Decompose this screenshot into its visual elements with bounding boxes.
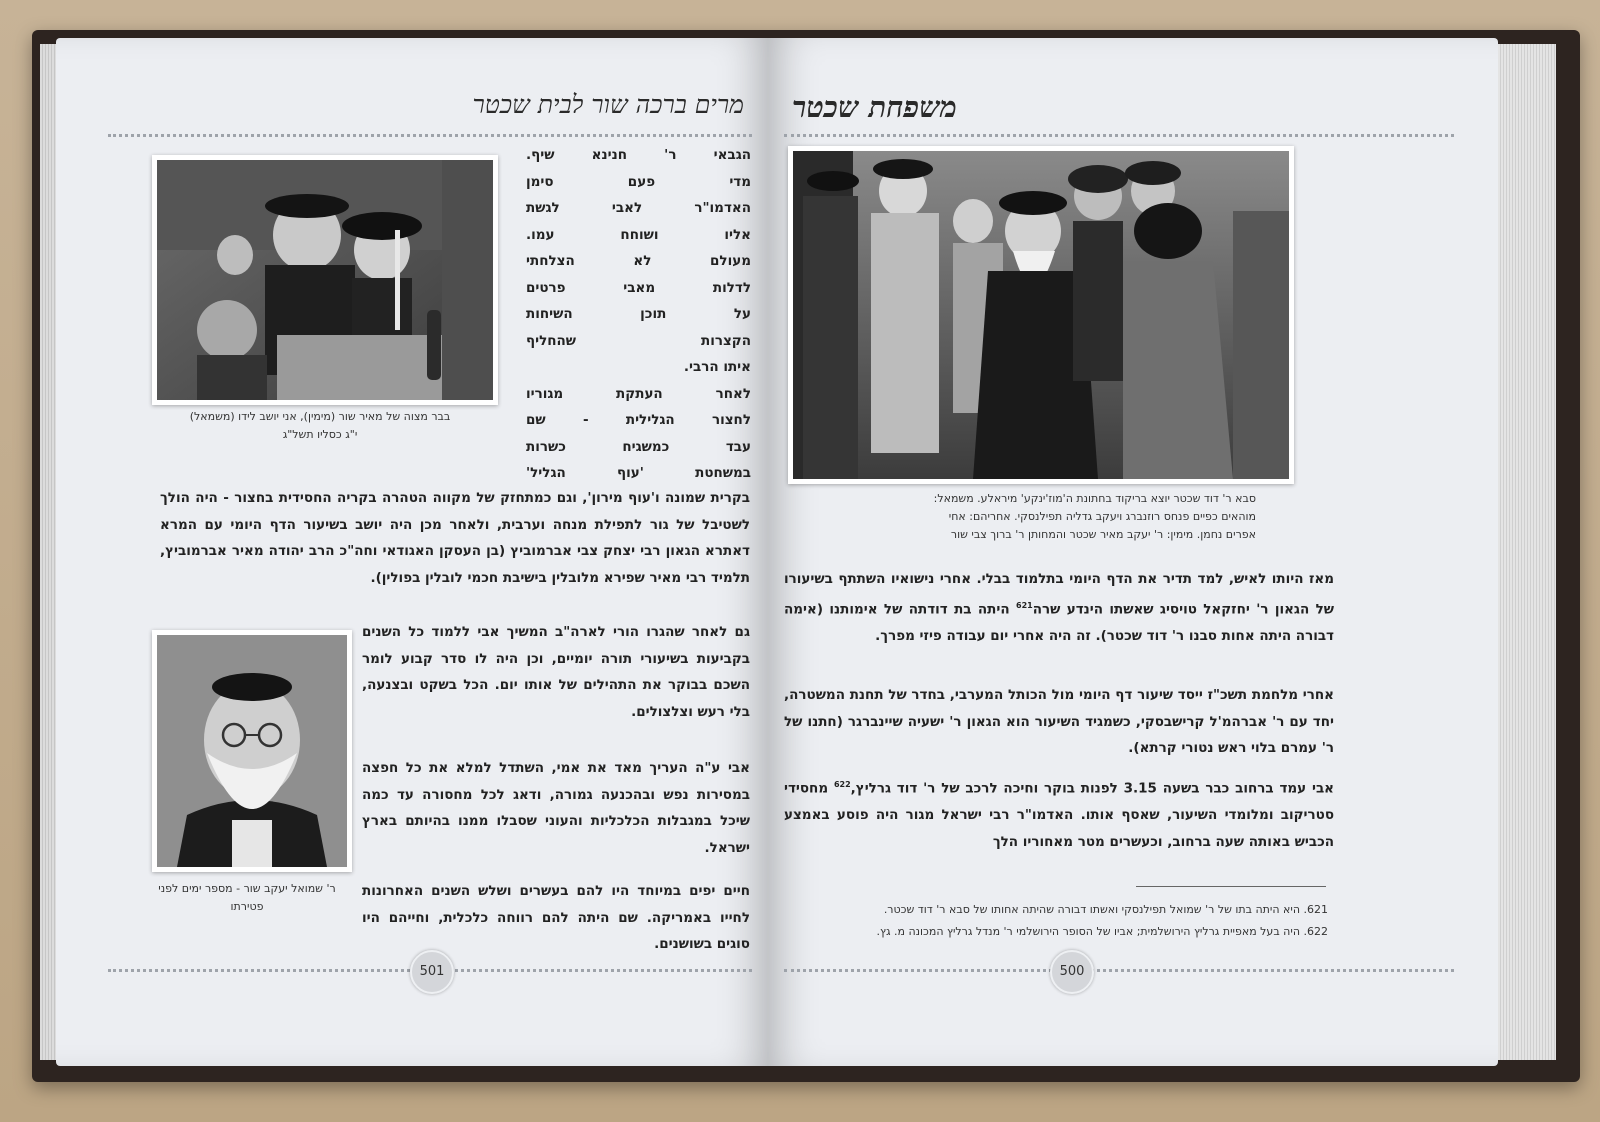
caption-portrait bbox=[140, 880, 354, 916]
bar-mitzvah-photo bbox=[152, 155, 498, 405]
footnote-ref-621[interactable]: 621 bbox=[1016, 600, 1033, 610]
caption-portrait-line2: פטירתו bbox=[230, 900, 264, 913]
caption-bar-mitzvah-line1: בבר מצוה של מאיר שור (מימין), אני יושב לידו (משמאל) bbox=[189, 410, 451, 423]
right-paragraph-1 bbox=[784, 566, 1334, 649]
footnote-rule bbox=[1136, 886, 1326, 887]
running-head-right: משפחת שכטר bbox=[792, 90, 957, 124]
narrow-line: לאחר העתקת מגוריו bbox=[526, 385, 751, 402]
narrow-line: איתו הרבי. bbox=[683, 359, 751, 375]
running-head-left: מרים ברכה שור לבית שכטר bbox=[472, 90, 744, 119]
left-page bbox=[56, 38, 768, 1066]
footnote-621: 621. היא היתה בתו של ר' שמואל תפילנסקי ואשתו דבורה שהיתה אחותו של סבא ר' דוד שכטר. bbox=[883, 903, 1328, 916]
caption-wedding-line2: מוהאים כפיים פנחס רוזנברג ויעקב גדליה תפילנסקי. אחריהם: אחי bbox=[948, 510, 1256, 523]
footnote-622: 622. היה בעל מאפיית גרליץ הירושלמית; אביו של הסופר הירושלמי ר' מנדל גרליץ המכונה מ. גץ. bbox=[876, 925, 1328, 938]
portrait-photo bbox=[152, 630, 352, 872]
right-paragraph-1-a: מאז היותו לאיש, למד תדיר את הדף היומי בתלמוד בבלי. אחרי נישואיו השתתף בשיעורו של הגאון ר' יחזקאל טויסיג שאשתו הינדע שרה bbox=[784, 571, 1334, 617]
narrow-line: על תוכן השיחות bbox=[526, 306, 751, 322]
caption-wedding-line1: סבא ר' דוד שכטר יוצא בריקוד בחתונת ה'מוז'ינקע' מיראלע. משמאל: bbox=[933, 492, 1256, 505]
right-paragraph-3-a: אבי עמד ברחוב כבר בשעה 3.15 לפנות בוקר וחיכה לרכב של ר' דוד גרליץ, bbox=[850, 780, 1335, 797]
page-edges-right bbox=[1498, 44, 1556, 1060]
narrow-line: הגבאי ר' חנינא שיף. bbox=[526, 147, 751, 163]
narrow-line: מעולם לא הצלחתי bbox=[526, 253, 751, 269]
left-paragraph-4: חיים יפים במיוחד היו להם בעשרים ושלש השנים האחרונות לחייו באמריקה. שם היתה להם רווחה כלכלית, וחייהם היו סוגים בשושנים. bbox=[362, 883, 750, 952]
wedding-dance-photo-image bbox=[793, 151, 1289, 479]
left-paragraph-3: אבי ע"ה העריך מאד את אמי, השתדל למלא את כל חפצה במסירות נפש ובהכנעה גמורה, ודאג לכל מחסורה עד כמה שיכל במגבלות הכלכליות והעוני שסבלו ממנו בהיותם בארץ ישראל. bbox=[362, 760, 750, 856]
right-paragraph-1-b: היתה בת דודתה של אימותנו (אימה דבורה היתה אחות סבנו ר' דוד שכטר). זה היה אחרי יום עבודה פיזי מפרך. bbox=[784, 601, 1334, 644]
narrow-line: האדמו"ר לאבי לגשת bbox=[526, 200, 751, 216]
footnote-ref-622[interactable]: 622 bbox=[833, 780, 851, 789]
footer-divider-right bbox=[784, 969, 1454, 972]
right-paragraph-2: אחרי מלחמת תשכ"ז ייסד שיעור דף היומי מול הכותל המערבי, בחדר של תחנת המשטרה, יחד עם ר' אברהמ'ל קרישבסקי, כשמגיד השיעור הוא הגאון ר' ישעיה שיינברגר (חתנו של ר' עמרם בלוי ראש נטורי קרתא). bbox=[784, 687, 1334, 756]
narrow-line: אליו ושוחח עמו. bbox=[526, 226, 751, 243]
caption-wedding-line3: אפרים נחמן. מימין: ר' יעקב מאיר שכטר והמחותן ר' ברוך צבי שור bbox=[950, 528, 1256, 541]
page-number-left: 501 bbox=[410, 950, 454, 994]
wedding-dance-photo bbox=[788, 146, 1294, 484]
left-paragraph-2: גם לאחר שהגרו הורי לארה"ב המשיך אבי ללמוד כל השנים בקביעות בשיעורי תורה יומיים, וכן היה לו סדר קבוע לומר השכם בבוקר את התהילים של אותו יום. הכל בשקט ובצנעה, בלי רעש וצלצולים. bbox=[362, 624, 750, 720]
narrow-line: עבד כמשגיח כשרות bbox=[526, 438, 751, 455]
narrow-line: לחצור הגלילית - שם bbox=[526, 412, 751, 428]
narrow-line: מדי פעם סימן bbox=[526, 173, 751, 190]
left-paragraph-continuation: בקרית שמונה ו'עוף מירון', וגם כמתחזק של מקווה הטהרה בקריה החסידית בחצור - היה הולך לשטיבל של גור לתפילת מנחה וערבית, ולאחר מכן היה יושב בשיעור הדף היומי עם המרא דאתרא הגאון רבי יצחק צבי אברמוביץ (בן העסקן האגודאי וחה"כ הרב יהודה מאיר אברמוביץ, תלמיד רבי מאיר שפירא מלובלין בישיבת חכמי לובלין בפולין). bbox=[160, 490, 750, 586]
right-paragraph-3 bbox=[784, 772, 1334, 855]
header-divider-left bbox=[108, 134, 752, 137]
narrow-line: במשחטת 'עוף הגליל' bbox=[526, 465, 751, 481]
caption-wedding-dance bbox=[826, 490, 1256, 544]
caption-portrait-line1: ר' שמואל יעקב שור - מספר ימים לפני bbox=[158, 882, 336, 895]
header-divider-right bbox=[784, 134, 1454, 137]
left-narrow-column bbox=[526, 142, 751, 487]
narrow-line: לדלות מאבי פרטים bbox=[526, 279, 751, 296]
narrow-line: הקצרות שהחליף bbox=[526, 332, 751, 349]
right-page bbox=[768, 38, 1498, 1066]
caption-bar-mitzvah bbox=[136, 408, 504, 444]
portrait-photo-image bbox=[157, 635, 347, 867]
caption-bar-mitzvah-line2: י"ג כסליו תשל"ג bbox=[282, 428, 358, 441]
page-number-right: 500 bbox=[1050, 950, 1094, 994]
bar-mitzvah-photo-image bbox=[157, 160, 493, 400]
right-paragraph-3-b: מחסידי סטריקוב ומלומדי השיעור, שאסף אותו. האדמו"ר רבי ישראל מגור היה פוסע באמצע הכביש באותה שעה ברחוב, וכעשרים מטר מאחוריו הלך bbox=[784, 780, 1334, 850]
